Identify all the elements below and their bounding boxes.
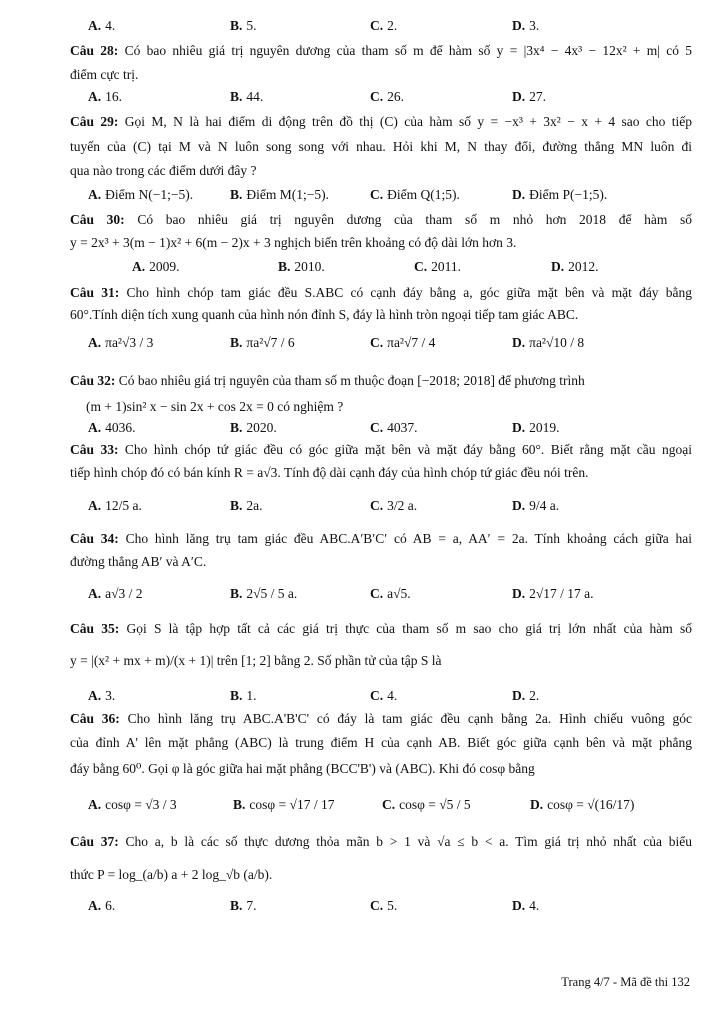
- q35-option-b: B. 1.: [230, 688, 257, 703]
- q29-option-c: C. Điểm Q(1;5).: [370, 187, 460, 202]
- q29-option-b: B. Điểm M(1;−5).: [230, 187, 329, 202]
- q27-option-d: D. 3.: [512, 18, 540, 33]
- q33-option-c: C. 3/2 a.: [370, 498, 418, 513]
- q35-option-a: A. 3.: [88, 688, 116, 703]
- q33-line-2: tiếp hình chóp đó có bán kính R = a√3. Tính độ dài cạnh đáy của hình chóp tứ giác đều nói trên.: [70, 465, 589, 480]
- q30-option-c: C. 2011.: [414, 259, 461, 274]
- q36-line-3: đáy bằng 60⁰. Gọi φ là góc giữa hai mặt phẳng (BCC'B') và (ABC). Khi đó cosφ bằng: [70, 761, 535, 776]
- page-footer: Trang 4/7 - Mã đề thi 132: [561, 975, 690, 989]
- q36-option-d: D. cosφ = √(16/17): [530, 797, 635, 812]
- q34-line-1: Câu 34: Cho hình lăng trụ tam giác đều ABC.A′B′C′ có AB = a, AA′ = 2a. Tính khoảng cách giữa hai: [70, 531, 692, 546]
- q33-option-a: A. 12/5 a.: [88, 498, 142, 513]
- q31-line-2: 60°.Tính diện tích xung quanh của hình nón đỉnh S, đáy là hình tròn ngoại tiếp tam giác ABC.: [70, 307, 579, 322]
- q29-line-2: tuyến của (C) tại M và N luôn song song với nhau. Hỏi khi M, N thay đổi, đường thẳng MN luôn đi: [70, 139, 692, 154]
- q32-option-c: C. 4037.: [370, 420, 418, 435]
- q28-line-2: điểm cực trị.: [70, 67, 139, 82]
- q30-line-2: y = 2x³ + 3(m − 1)x² + 6(m − 2)x + 3 nghịch biến trên khoảng có độ dài lớn hơn 3.: [70, 235, 517, 250]
- q35-option-c: C. 4.: [370, 688, 398, 703]
- q35-line-1: Câu 35: Gọi S là tập hợp tất cả các giá trị thực của tham số m sao cho giá trị lớn nhất của hàm số: [70, 621, 692, 636]
- q30-option-a: A. 2009.: [132, 259, 180, 274]
- q37-line-1: Câu 37: Cho a, b là các số thực dương thỏa mãn b > 1 và √a ≤ b < a. Tìm giá trị nhỏ nhất của biểu: [70, 834, 692, 849]
- q37-option-a: A. 6.: [88, 898, 116, 913]
- q37-line-2: thức P = log_(a/b) a + 2 log_√b (a/b).: [70, 867, 273, 882]
- q35-option-d: D. 2.: [512, 688, 540, 703]
- q36-line-1: Câu 36: Cho hình lăng trụ ABC.A'B'C' có đáy là tam giác đều cạnh bằng 2a. Hình chiếu vuông góc: [70, 711, 692, 726]
- q35-line-2: y = |(x² + mx + m)/(x + 1)| trên [1; 2] bằng 2. Số phần tử của tập S là: [70, 653, 442, 668]
- q34-option-b: B. 2√5 / 5 a.: [230, 586, 298, 601]
- q33-option-d: D. 9/4 a.: [512, 498, 560, 513]
- q31-option-d: D. πa²√10 / 8: [512, 335, 585, 350]
- q29-option-d: D. Điểm P(−1;5).: [512, 187, 608, 202]
- q27-option-c: C. 2.: [370, 18, 398, 33]
- q28-option-a: A. 16.: [88, 89, 122, 104]
- q32-option-b: B. 2020.: [230, 420, 277, 435]
- q32-option-d: D. 2019.: [512, 420, 560, 435]
- q29-option-a: A. Điểm N(−1;−5).: [88, 187, 194, 202]
- q36-line-2: của đỉnh A' lên mặt phẳng (ABC) là trung điểm H của cạnh AB. Biết góc giữa cạnh bên và mặt phẳng: [70, 735, 692, 750]
- q33-option-b: B. 2a.: [230, 498, 263, 513]
- q37-option-d: D. 4.: [512, 898, 540, 913]
- q27-option-a: A. 4.: [88, 18, 116, 33]
- q30-line-1: Câu 30: Có bao nhiêu giá trị nguyên dương của tham số m nhỏ hơn 2018 để hàm số: [70, 212, 692, 227]
- q36-option-c: C. cosφ = √5 / 5: [382, 797, 471, 812]
- q34-option-d: D. 2√17 / 17 a.: [512, 586, 594, 601]
- q37-option-c: C. 5.: [370, 898, 398, 913]
- q34-option-a: A. a√3 / 2: [88, 586, 143, 601]
- q28-option-c: C. 26.: [370, 89, 404, 104]
- q32-line-1: Câu 32: Có bao nhiêu giá trị nguyên của tham số m thuộc đoạn [−2018; 2018] để phương trình: [70, 373, 585, 388]
- q27-option-b: B. 5.: [230, 18, 257, 33]
- q31-line-1: Câu 31: Cho hình chóp tam giác đều S.ABC có cạnh đáy bằng a, góc giữa mặt bên và mặt đáy bằng: [70, 285, 693, 300]
- q31-option-a: A. πa²√3 / 3: [88, 335, 154, 350]
- q31-option-b: B. πa²√7 / 6: [230, 335, 295, 350]
- q28-line-1: Câu 28: Có bao nhiêu giá trị nguyên dương của tham số m để hàm số y = |3x⁴ − 4x³ − 12x² + m| có 5: [70, 43, 693, 58]
- q33-line-1: Câu 33: Cho hình chóp tứ giác đều có góc giữa mặt bên và mặt đáy bằng 60°. Biết rằng mặt cầu ngoại: [70, 442, 692, 457]
- q37-option-b: B. 7.: [230, 898, 257, 913]
- q36-option-b: B. cosφ = √17 / 17: [233, 797, 335, 812]
- q29-line-3: qua nào trong các điểm dưới đây ?: [70, 163, 257, 178]
- q32-line-2: (m + 1)sin² x − sin 2x + cos 2x = 0 có nghiệm ?: [86, 399, 344, 414]
- q30-option-d: D. 2012.: [551, 259, 599, 274]
- q32-option-a: A. 4036.: [88, 420, 136, 435]
- q31-option-c: C. πa²√7 / 4: [370, 335, 436, 350]
- q30-option-b: B. 2010.: [278, 259, 325, 274]
- q34-line-2: đường thẳng AB′ và A′C.: [70, 554, 207, 569]
- q36-option-a: A. cosφ = √3 / 3: [88, 797, 177, 812]
- q28-option-b: B. 44.: [230, 89, 264, 104]
- q29-line-1: Câu 29: Gọi M, N là hai điểm di động trên đồ thị (C) của hàm số y = −x³ + 3x² − x + 4 sao cho tiếp: [70, 114, 692, 129]
- q34-option-c: C. a√5.: [370, 586, 411, 601]
- q28-option-d: D. 27.: [512, 89, 546, 104]
